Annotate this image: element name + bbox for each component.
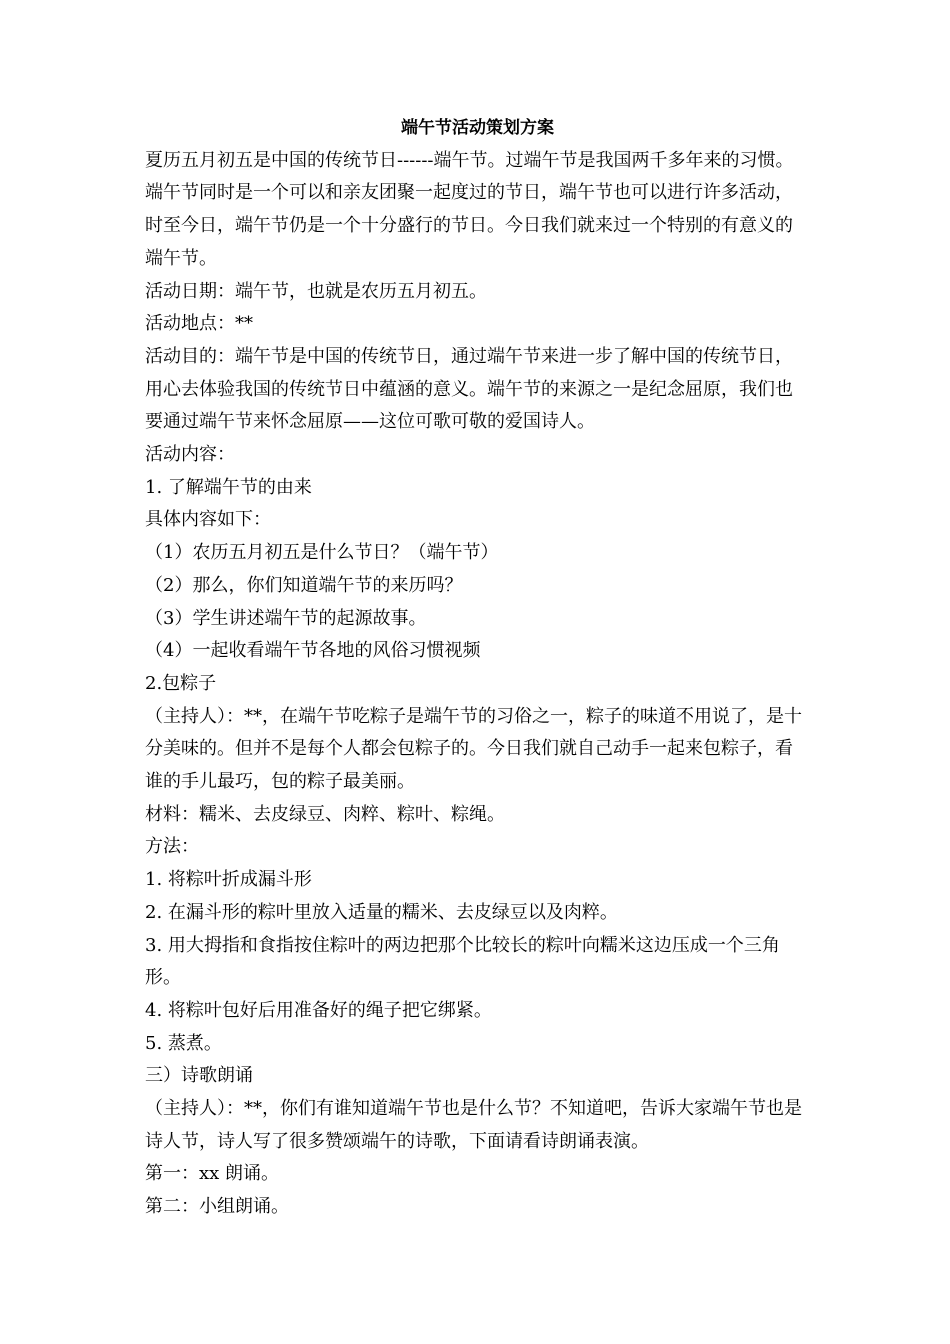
list-item-question-1: （1）农历五月初五是什么节日？（端午节）	[145, 542, 499, 564]
method-step-5: 5. 蒸煮。	[145, 1032, 222, 1054]
list-item-origin: 1. 了解端午节的由来	[145, 476, 312, 498]
section-heading-zongzi: 2.包粽子	[145, 672, 217, 694]
paragraph-host-zongzi: （主持人）：**，在端午节吃粽子是端午节的习俗之一，粽子的味道不用说了，是十分美味的。但并不是每个人都会包粽子的。今日我们就自己动手一起来包粽子，看谁的手儿最巧，包的粽子最美丽。	[145, 705, 802, 793]
paragraph-date: 活动日期：端午节，也就是农历五月初五。	[145, 280, 487, 302]
method-step-3: 3. 用大拇指和食指按住粽叶的两边把那个比较长的粽叶向糯米这边压成一个三角形。	[145, 934, 780, 989]
list-item-question-2: （2）那么，你们知道端午节的来历吗？	[145, 574, 463, 596]
document-body	[145, 112, 810, 1224]
paragraph-recital-2: 第二：小组朗诵。	[145, 1196, 289, 1218]
paragraph-host-poetry: （主持人）：**，你们有谁知道端午节也是什么节？不知道吧，告诉大家端午节也是诗人节，诗人写了很多赞颂端午的诗歌，下面请看诗朗诵表演。	[145, 1098, 802, 1152]
paragraph-details-heading: 具体内容如下：	[145, 509, 271, 531]
method-step-1: 1. 将粽叶折成漏斗形	[145, 869, 312, 891]
paragraph-purpose: 活动目的：端午节是中国的传统节日，通过端午节来进一步了解中国的传统节日，用心去体验我国的传统节日中蕴涵的意义。端午节的来源之一是纪念屈原，我们也要通过端午节来怀念屈原——这位可歌可敬的爱国诗人。	[145, 345, 793, 433]
paragraph-content-heading: 活动内容：	[145, 444, 235, 466]
section-heading-poetry: 三）诗歌朗诵	[145, 1065, 253, 1087]
paragraph-method-heading: 方法：	[145, 836, 199, 858]
paragraph-location: 活动地点：**	[145, 313, 253, 335]
paragraph-materials: 材料：糯米、去皮绿豆、肉粹、粽叶、粽绳。	[145, 803, 505, 825]
method-step-2: 2. 在漏斗形的粽叶里放入适量的糯米、去皮绿豆以及肉粹。	[145, 901, 618, 923]
list-item-question-4: （4）一起收看端午节各地的风俗习惯视频	[145, 640, 481, 662]
method-step-4: 4. 将粽叶包好后用准备好的绳子把它绑紧。	[145, 999, 492, 1021]
document-title: 端午节活动策划方案	[401, 118, 554, 138]
paragraph-recital-1: 第一：xx 朗诵。	[145, 1163, 280, 1185]
list-item-question-3: （3）学生讲述端午节的起源故事。	[145, 607, 427, 629]
paragraph-intro: 夏历五月初五是中国的传统节日------端午节。过端午节是我国两千多年来的习惯。端午节同时是一个可以和亲友团聚一起度过的节日，端午节也可以进行许多活动，时至今日，端午节仍是一个十分盛行的节日。今日我们就来过一个特别的有意义的端午节。	[145, 149, 794, 269]
